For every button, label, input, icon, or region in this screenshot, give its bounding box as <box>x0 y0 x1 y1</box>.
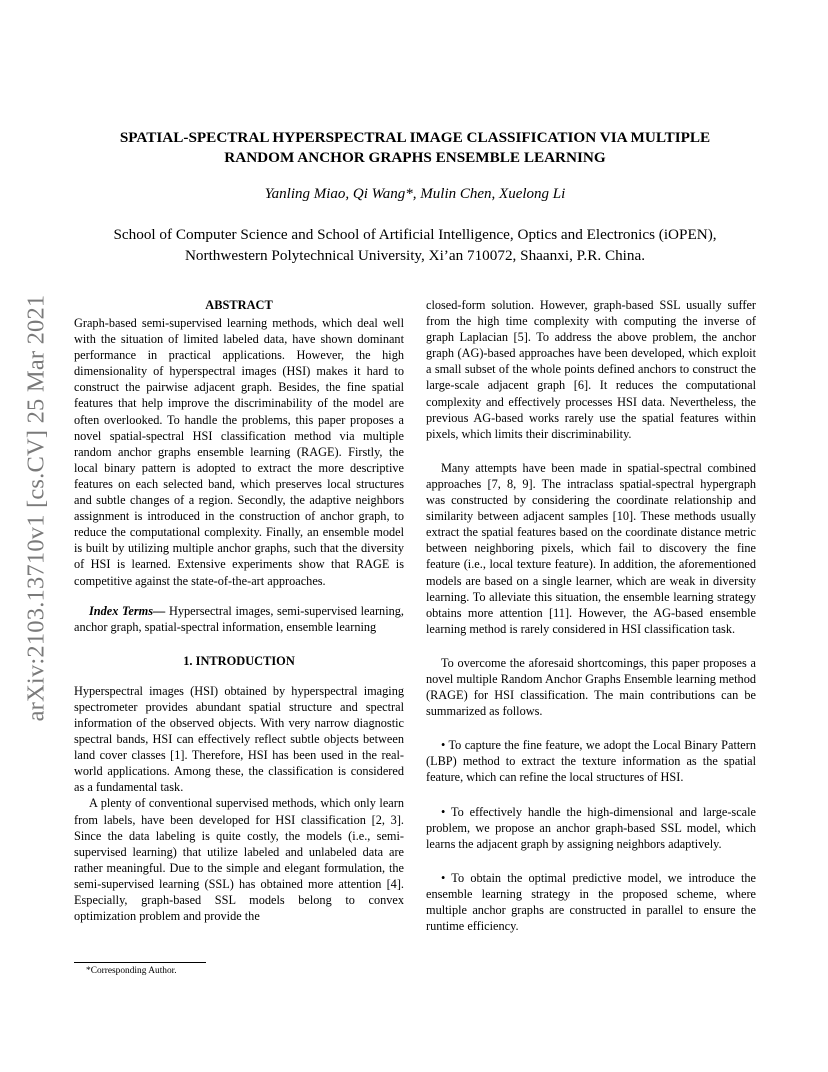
title-line-1: SPATIAL-SPECTRAL HYPERSPECTRAL IMAGE CLASSIFICATION VIA MULTIPLE <box>119 129 711 146</box>
right-paragraph-3: To overcome the aforesaid shortcomings, this paper proposes a novel multiple Random Anchor Graphs Ensemble learning method (RAGE) for HSI classification. The main contributions can be summarized as follows. <box>426 655 756 719</box>
index-terms-text: Hypersectral images, semi-supervised learning, anchor graph, spatial-spectral information, ensemble learning <box>74 603 404 634</box>
abstract-heading: ABSTRACT <box>205 298 273 312</box>
contribution-bullet-2: • To effectively handle the high-dimensional and large-scale problem, we propose an anchor graph-based SSL model, which learns the adjacent graph by assigning neighbors adaptively. <box>426 804 756 851</box>
left-column <box>74 297 404 924</box>
arxiv-stamp <box>22 283 50 733</box>
index-terms-label: Index Terms— <box>89 603 166 618</box>
introduction-heading: 1. INTRODUCTION <box>183 653 295 668</box>
right-column <box>426 297 756 934</box>
affiliation-line-2: Northwestern Polytechnical University, Xi’an 710072, Shaanxi, P.R. China. <box>184 247 646 264</box>
affiliation <box>80 224 750 266</box>
author-list: Yanling Miao, Qi Wang*, Mulin Chen, Xuelong Li <box>264 186 566 202</box>
affiliation-line-1: School of Computer Science and School of Artificial Intelligence, Optics and Electronics (iOPEN), <box>113 226 717 243</box>
title-line-2: RANDOM ANCHOR GRAPHS ENSEMBLE LEARNING <box>224 149 606 166</box>
intro-paragraph-2: A plenty of conventional supervised methods, which only learn from labels, have been developed for HSI classification [2, 3]. Since the data labeling is quite costly, the models (i.e., semi-supervised learning) that utilize labeled and unlabeled data are rather meaningful. Due to the simple and elegant formulation, the semi-supervised learning (SSL) has obtained more attention [4]. Especially, graph-based SSL models belong to convex optimization problem and provide the <box>74 796 404 924</box>
abstract-text: Graph-based semi-supervised learning methods, which deal well with the situation of limited labeled data, have shown dominant performance in practical applications. However, the high dimensionality of hyperspectral images (HSI) makes it hard to construct the pairwise adjacent graph. Besides, the fine spatial features that help improve the discriminability of the model are often overlooked. To handle the problems, this paper proposes a novel spatial-spectral HSI classification method via multiple random anchor graphs ensemble learning (RAGE). Firstly, the local binary pattern is adopted to extract the more descriptive features on each selected band, which preserves local structures and subtle changes of a region. Secondly, the adaptive neighbors assignment is introduced in the construction of anchor graph, to reduce the computational complexity. Finally, an ensemble model is built by utilizing multiple anchor graphs, such that the diversity of HSI is learned. Extensive experiments show that RAGE is competitive against the state-of-the-art approaches. <box>74 316 404 588</box>
index-terms <box>74 603 404 635</box>
right-paragraph-2: Many attempts have been made in spatial-spectral combined approaches [7, 8, 9]. The intraclass spatial-spectral hypergraph was constructed by considering the coordinate relationship and similarity between adjacent samples [10]. These methods usually extract the spatial features based on the coordinate distance metric between neighboring pixels, which fail to discovery the fine feature (i.e., local texture feature). In addition, the aforementioned models are based on a single learner, which are weak in diversity learning. To alleviate this situation, the ensemble learning strategy obtains more attention [11]. However, the AG-based ensemble learning method is rarely considered in HSI classification task. <box>426 460 756 636</box>
intro-paragraph-1: Hyperspectral images (HSI) obtained by hyperspectral imaging spectrometer provides abundant spatial structure and spectral information of the observed objects. With very narrow diagnostic spectral bands, HSI can effectively reflect subtle objects between land cover classes [1]. Therefore, HSI has been used in the real-world applications. Among these, the classification is considered as a fundamental task. <box>74 683 404 795</box>
paper-title <box>90 128 740 168</box>
right-paragraph-1: closed-form solution. However, graph-based SSL usually suffer from the high time complexity with computing the inverse of graph Laplacian [5]. To address the above problem, the anchor graph (AG)-based approaches have been developed, which exploit a small subset of the whole points defined anchors to construct the large-scale adjacent graph [6]. It reduces the computational complexity and effectively processes HSI data. Nevertheless, the previous AG-based works rarely use the spatial features within pixels, which limits their discriminability. <box>426 298 756 441</box>
footnote-rule <box>74 962 206 963</box>
contribution-bullet-1: • To capture the fine feature, we adopt the Local Binary Pattern (LBP) method to extract the texture information as the spatial feature, which can refine the local structures of HSI. <box>426 738 756 785</box>
contribution-bullet-3: • To obtain the optimal predictive model, we introduce the ensemble learning strategy in the proposed scheme, where multiple anchor graphs are constructed in parallel to ensure the runtime efficiency. <box>426 870 756 934</box>
footnote: *Corresponding Author. <box>86 966 177 976</box>
arxiv-stamp-text: arXiv:2103.13710v1 [cs.CV] 25 Mar 2021 <box>22 294 49 722</box>
